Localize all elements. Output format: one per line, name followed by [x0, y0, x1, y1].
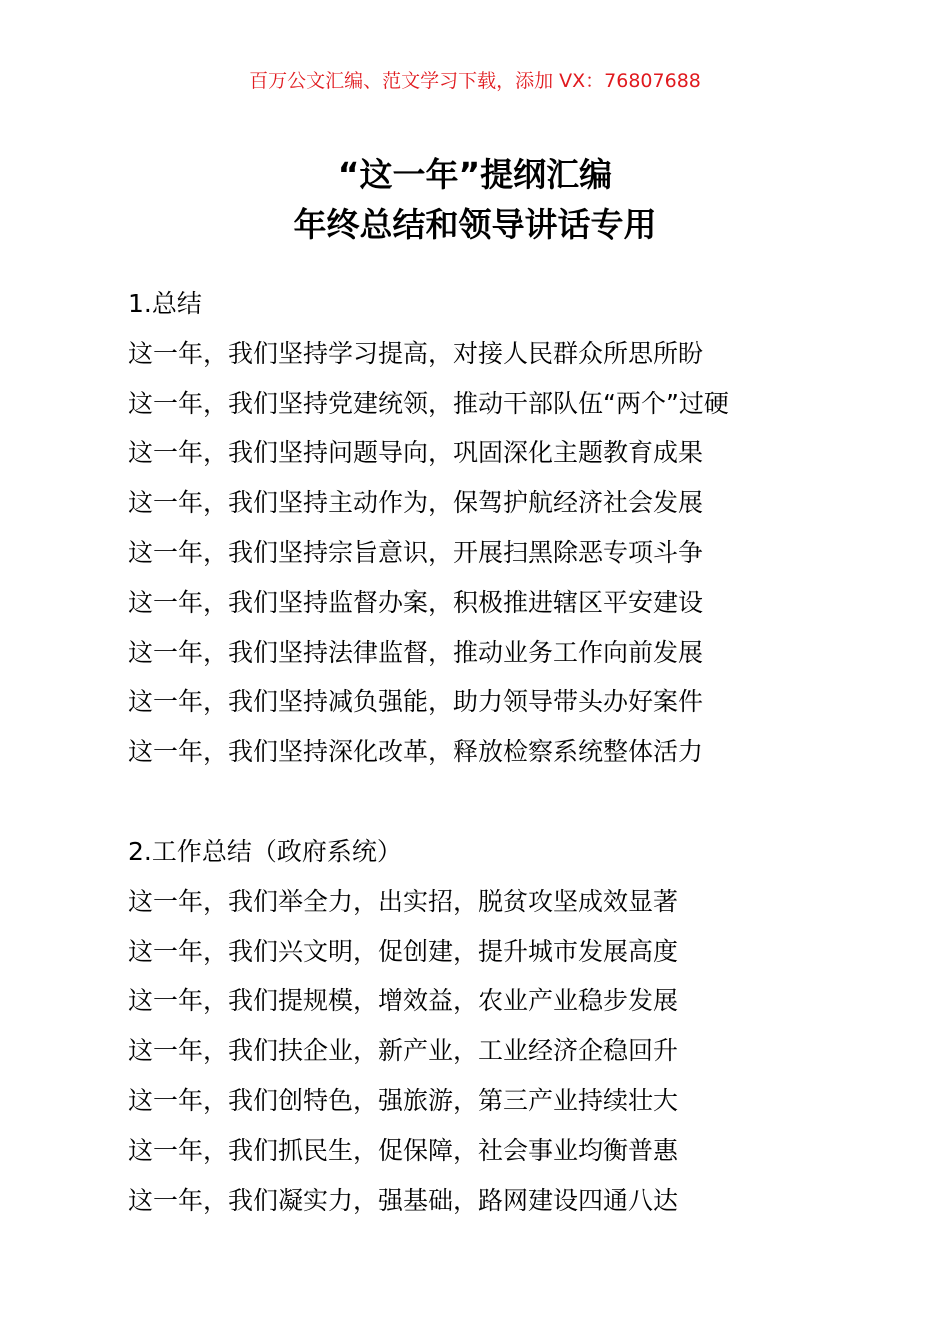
list-item: 这一年，我们坚持法律监督，推动业务工作向前发展	[128, 637, 704, 667]
list-item: 这一年，我们坚持深化改革，释放检察系统整体活力	[128, 737, 704, 767]
list-item: 这一年，我们创特色，强旅游，第三产业持续壮大	[128, 1085, 679, 1115]
list-item: 这一年，我们扶企业，新产业，工业经济企稳回升	[128, 1036, 679, 1066]
list-item: 这一年，我们举全力，出实招，脱贫攻坚成效显著	[128, 886, 679, 916]
header-watermark-note: 百万公文汇编、范文学习下载，添加 VX：76807688	[249, 70, 701, 92]
list-item: 这一年，我们坚持党建统领，推动干部队伍“两个”过硬	[128, 388, 729, 418]
list-item: 这一年，我们提规模，增效益，农业产业稳步发展	[128, 986, 679, 1016]
list-item: 这一年，我们坚持主动作为，保驾护航经济社会发展	[128, 488, 704, 518]
section-summary	[128, 279, 908, 777]
list-item: 这一年，我们坚持监督办案，积极推进辖区平安建设	[128, 587, 704, 617]
section-heading: 2.工作总结（政府系统）	[128, 837, 402, 866]
list-item: 这一年，我们凝实力，强基础，路网建设四通八达	[128, 1185, 679, 1215]
section-heading: 1.总结	[128, 289, 202, 318]
document-title-line-2: 年终总结和领导讲话专用	[293, 205, 657, 244]
list-item: 这一年，我们坚持宗旨意识，开展扫黑除恶专项斗争	[128, 537, 704, 567]
list-item: 这一年，我们坚持学习提高，对接人民群众所思所盼	[128, 338, 704, 368]
list-item: 这一年，我们坚持减负强能，助力领导带头办好案件	[128, 687, 704, 717]
section-government-work-summary	[128, 827, 908, 1225]
list-item: 这一年，我们抓民生，促保障，社会事业均衡普惠	[128, 1135, 679, 1165]
list-item: 这一年，我们坚持问题导向，巩固深化主题教育成果	[128, 438, 704, 468]
list-item: 这一年，我们兴文明，促创建，提升城市发展高度	[128, 936, 679, 966]
document-title-line-1: “这一年”提纲汇编	[337, 155, 613, 194]
